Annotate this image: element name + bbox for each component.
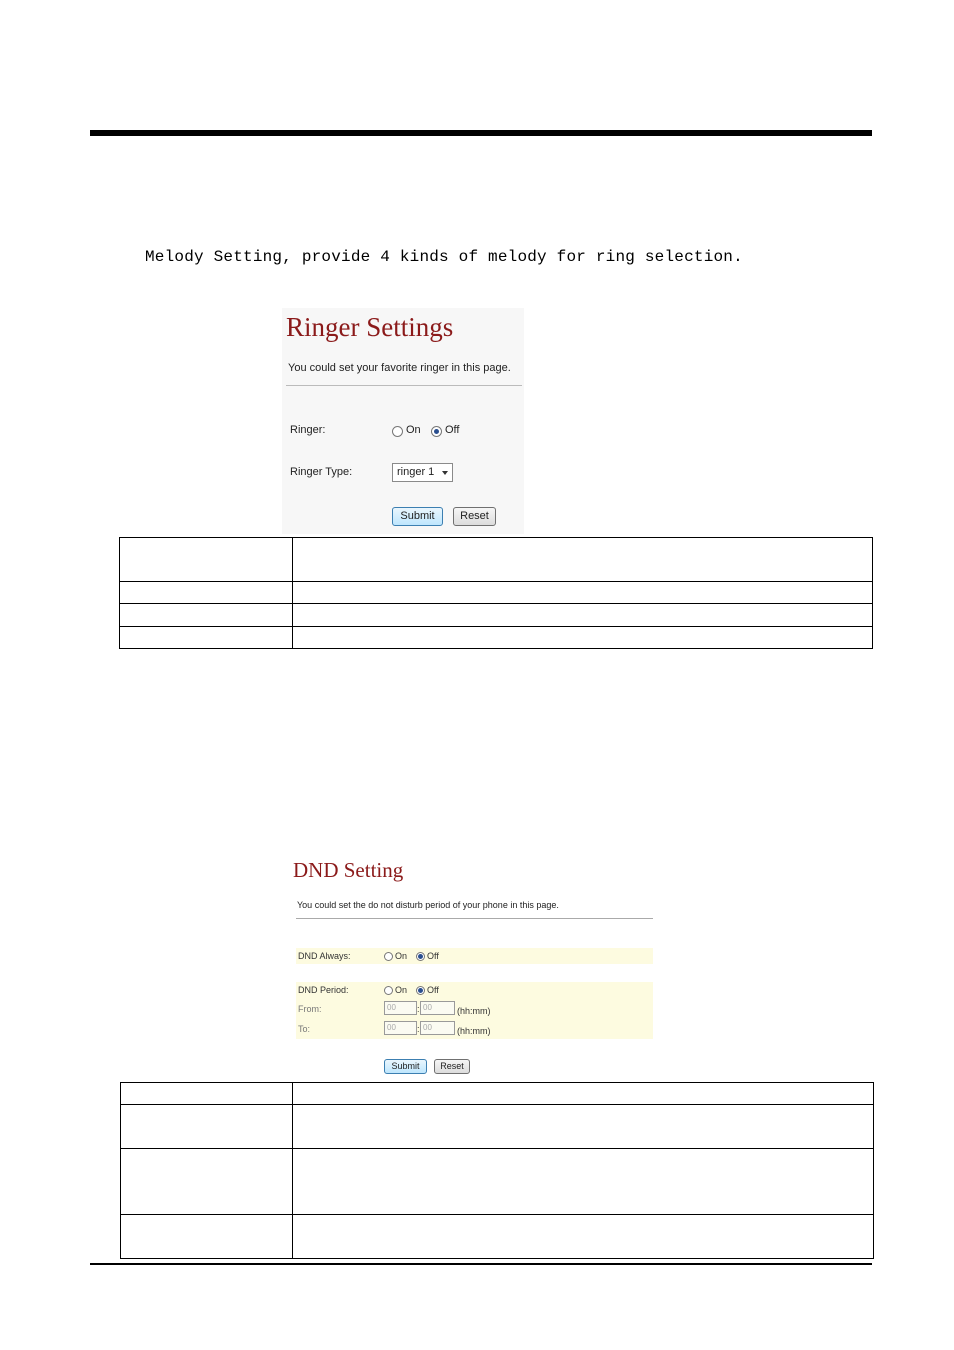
from-colon: : (417, 1004, 420, 1014)
from-label: From: (298, 1004, 322, 1014)
ringer-description: You could set your favorite ringer in this page. (288, 362, 511, 374)
ringer-on-radio[interactable] (392, 426, 403, 437)
dnd-period-on-label: On (395, 985, 408, 995)
bottom-rule (90, 1263, 872, 1265)
to-label: To: (298, 1024, 311, 1034)
dnd-always-label: DND Always: (298, 951, 351, 961)
ringer-title: Ringer Settings (286, 312, 454, 342)
dnd-title: DND Setting (293, 858, 404, 882)
table-row (120, 538, 873, 582)
table-row (121, 1149, 874, 1215)
submit-button[interactable]: Submit (392, 507, 443, 526)
ringer-type-select[interactable] (392, 463, 453, 482)
from-hour-input[interactable]: 00 (384, 1001, 417, 1015)
to-hour-input[interactable]: 00 (384, 1021, 417, 1035)
to-format-hint: (hh:mm) (457, 1026, 491, 1036)
table-row (121, 1083, 874, 1105)
reset-button[interactable]: Reset (453, 507, 496, 526)
dnd-always-off-radio[interactable] (416, 952, 425, 961)
dnd-period-off-radio[interactable] (416, 986, 425, 995)
ringer-off-label: Off (445, 424, 460, 436)
dnd-always-on-radio[interactable] (384, 952, 393, 961)
dnd-period-off-label: Off (427, 985, 439, 995)
table-row (120, 582, 873, 604)
ringer-off-radio[interactable] (431, 426, 442, 437)
from-minute-input[interactable]: 00 (420, 1001, 455, 1015)
separator (286, 385, 522, 386)
dnd-period-label: DND Period: (298, 985, 349, 995)
dnd-period-on-radio[interactable] (384, 986, 393, 995)
ringer-table (119, 537, 873, 649)
dnd-always-off-label: Off (427, 951, 439, 961)
intro-text: Melody Setting, provide 4 kinds of melody for ring selection. (145, 248, 743, 266)
from-format-hint: (hh:mm) (457, 1006, 491, 1016)
table-row (120, 627, 873, 649)
separator (296, 918, 653, 919)
chevron-down-icon (442, 471, 448, 475)
top-rule (90, 130, 872, 136)
dnd-submit-button[interactable]: Submit (384, 1059, 427, 1074)
to-minute-input[interactable]: 00 (420, 1021, 455, 1035)
dnd-description: You could set the do not disturb period of your phone in this page. (297, 900, 559, 910)
ringer-label: Ringer: (290, 424, 326, 436)
ringer-on-label: On (406, 424, 421, 436)
ringer-type-label: Ringer Type: (290, 466, 353, 478)
dnd-reset-button[interactable]: Reset (434, 1059, 470, 1074)
to-colon: : (417, 1024, 420, 1034)
dnd-always-on-label: On (395, 951, 408, 961)
ringer-type-value: ringer 1 (397, 466, 435, 478)
ringer-settings-panel (282, 308, 524, 534)
dnd-setting-panel (290, 852, 654, 1078)
table-row (121, 1215, 874, 1259)
dnd-table (120, 1082, 874, 1259)
table-row (120, 604, 873, 627)
table-row (121, 1105, 874, 1149)
